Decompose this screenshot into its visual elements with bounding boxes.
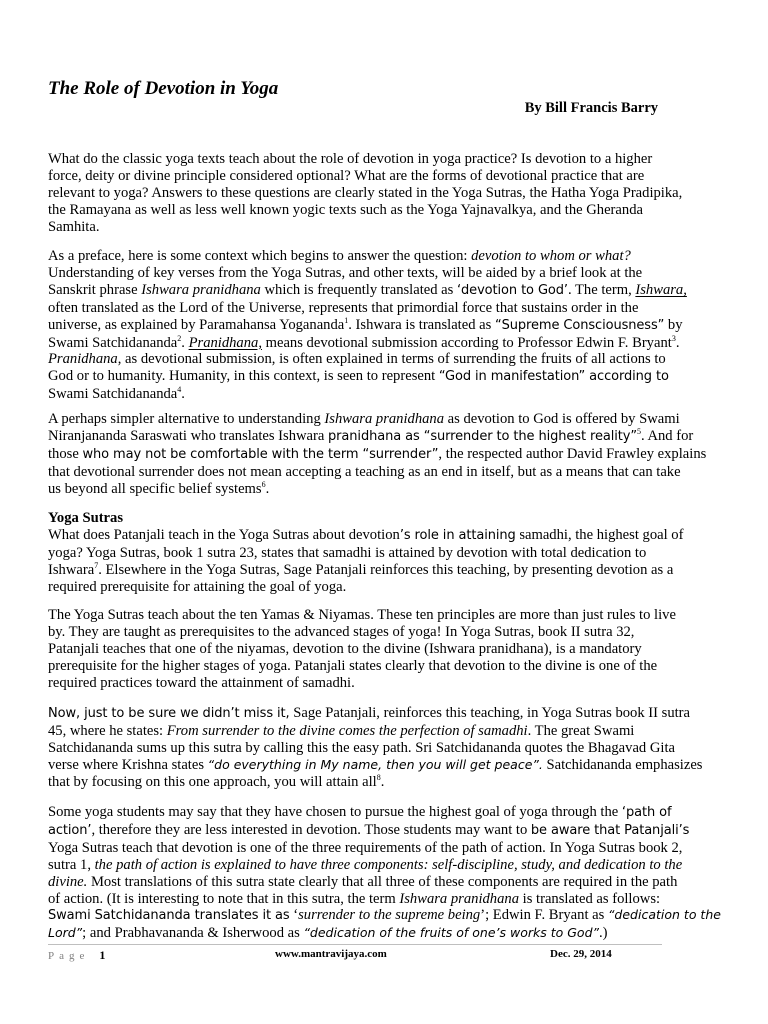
- footer-date: Dec. 29, 2014: [550, 948, 612, 960]
- paragraph-path-of-action: Some yoga students may say that they have chosen to pursue the highest goal of yoga through the ‘path of action’, therefore they are less interested in devotion. Those students may want to be aware that Patanjali’s Yoga Sutras teach that devotion is one of the three requirements of the path of action. In Yoga Sutras book 2, sutra 1, the path of action is explained to have three components: self-discipline, study, and dedication to the divine. Most translations of this sutra state clearly that all three of these components are required in the path of action. (It is interesting to note that in this sutra, the term Ishwara pranidhana is translated as follows: Swami Satchidananda translates it as ‘surrender to the supreme being’; Edwin F. Bryant as “dedication to the Lord”; and Prabhavananda & Isherwood as “dedication of the fruits of one’s works to God”.): [48, 804, 721, 942]
- paragraph-alternative: A perhaps simpler alternative to understanding Ishwara pranidhana as devotion to God is offered by Swami Niranjananda Saraswati who translates Ishwara pranidhana as “surrender to the highest reality”$^5$. And for those who may not be comfortable with the term “surrender”, the respected author David Frawley explains that devotional surrender does not mean accepting a teaching as an end in itself, but as a means that can take us beyond all specific belief systems$^6$.: [48, 411, 707, 497]
- paragraph-yamas-niyamas: The Yoga Sutras teach about the ten Yamas & Niyamas. These ten principles are more than just rules to live by. They are taught as prerequisites to the advanced stages of yoga! In Yoga Sutras, book II sutra 32, Patanjali teaches that one of the niyamas, devotion to the divine (Ishwara pranidhana), is a mandatory prerequisite for the higher stages of yoga. Patanjali states clearly that devotion to the divine is one of the required practices toward the attainment of samadhi.: [48, 607, 676, 691]
- footer-divider: [48, 944, 662, 945]
- footer-page-label: Page: [48, 950, 90, 962]
- document-author: By Bill Francis Barry: [524, 100, 658, 116]
- footer-website: www.mantravijaya.com: [275, 948, 387, 960]
- section-yoga-sutras: Yoga Sutras What does Patanjali teach in the Yoga Sutras about devotion’s role in attaining samadhi, the highest goal of yoga? Yoga Sutras, book 1 sutra 23, states that samadhi is attained by devotion with total dedication to Ishwara$^7$. Elsewhere in the Yoga Sutras, Sage Patanjali reinforces this teaching, by presenting devotion as a required prerequisite for attaining the goal of yoga.: [48, 510, 720, 596]
- footer-page-indicator: [48, 948, 105, 963]
- footer-page-number: 1: [99, 948, 106, 962]
- paragraph-preface: As a preface, here is some context which begins to answer the question: devotion to whom or what? Understanding of key verses from the Yoga Sutras, and other texts, will be aided by a brief look at the Sanskrit phrase Ishwara pranidhana which is frequently translated as ‘devotion to God’. The term, Ishwara, often translated as the Lord of the Universe, represents that primordial force that sustains order in the universe, as explained by Paramahansa Yogananda$^1$. Ishwara is translated as “Supreme Consciousness” by Swami Satchidananda$^2$. Pranidhana, means devotional submission according to Professor Edwin F. Bryant$^3$. Pranidhana, as devotional submission, is often explained in terms of surrending the fruits of all actions to God or to humanity. Humanity, in this context, is seen to represent “God in manifestation” according to Swami Satchidananda$^4$.: [48, 248, 687, 403]
- document-title: The Role of Devotion in Yoga: [48, 78, 279, 99]
- paragraph-surrender: Now, just to be sure we didn’t miss it, Sage Patanjali, reinforces this teaching, in Yoga Sutras book II sutra 45, where he states: From surrender to the divine comes the perfection of samadhi. The great Swami Satchidananda sums up this sutra by calling this the easy path. Sri Satchidananda quotes the Bhagavad Gita verse where Krishna states “do everything in My name, then you will get peace”. Satchidananda emphasizes that by focusing on this one approach, you will attain all$^8$.: [48, 705, 703, 790]
- paragraph-intro: What do the classic yoga texts teach about the role of devotion in yoga practice? Is devotion to a higher force, deity or divine principle considered optional? What are the forms of devotional practice that are relevant to yoga? Answers to these questions are clearly stated in the Yoga Sutras, the Hatha Yoga Pradipika, the Ramayana as well as less well known yogic texts such as the Yoga Yajnavalkya, and the Gheranda Samhita.: [48, 151, 683, 235]
- section-heading: Yoga Sutras: [48, 510, 124, 526]
